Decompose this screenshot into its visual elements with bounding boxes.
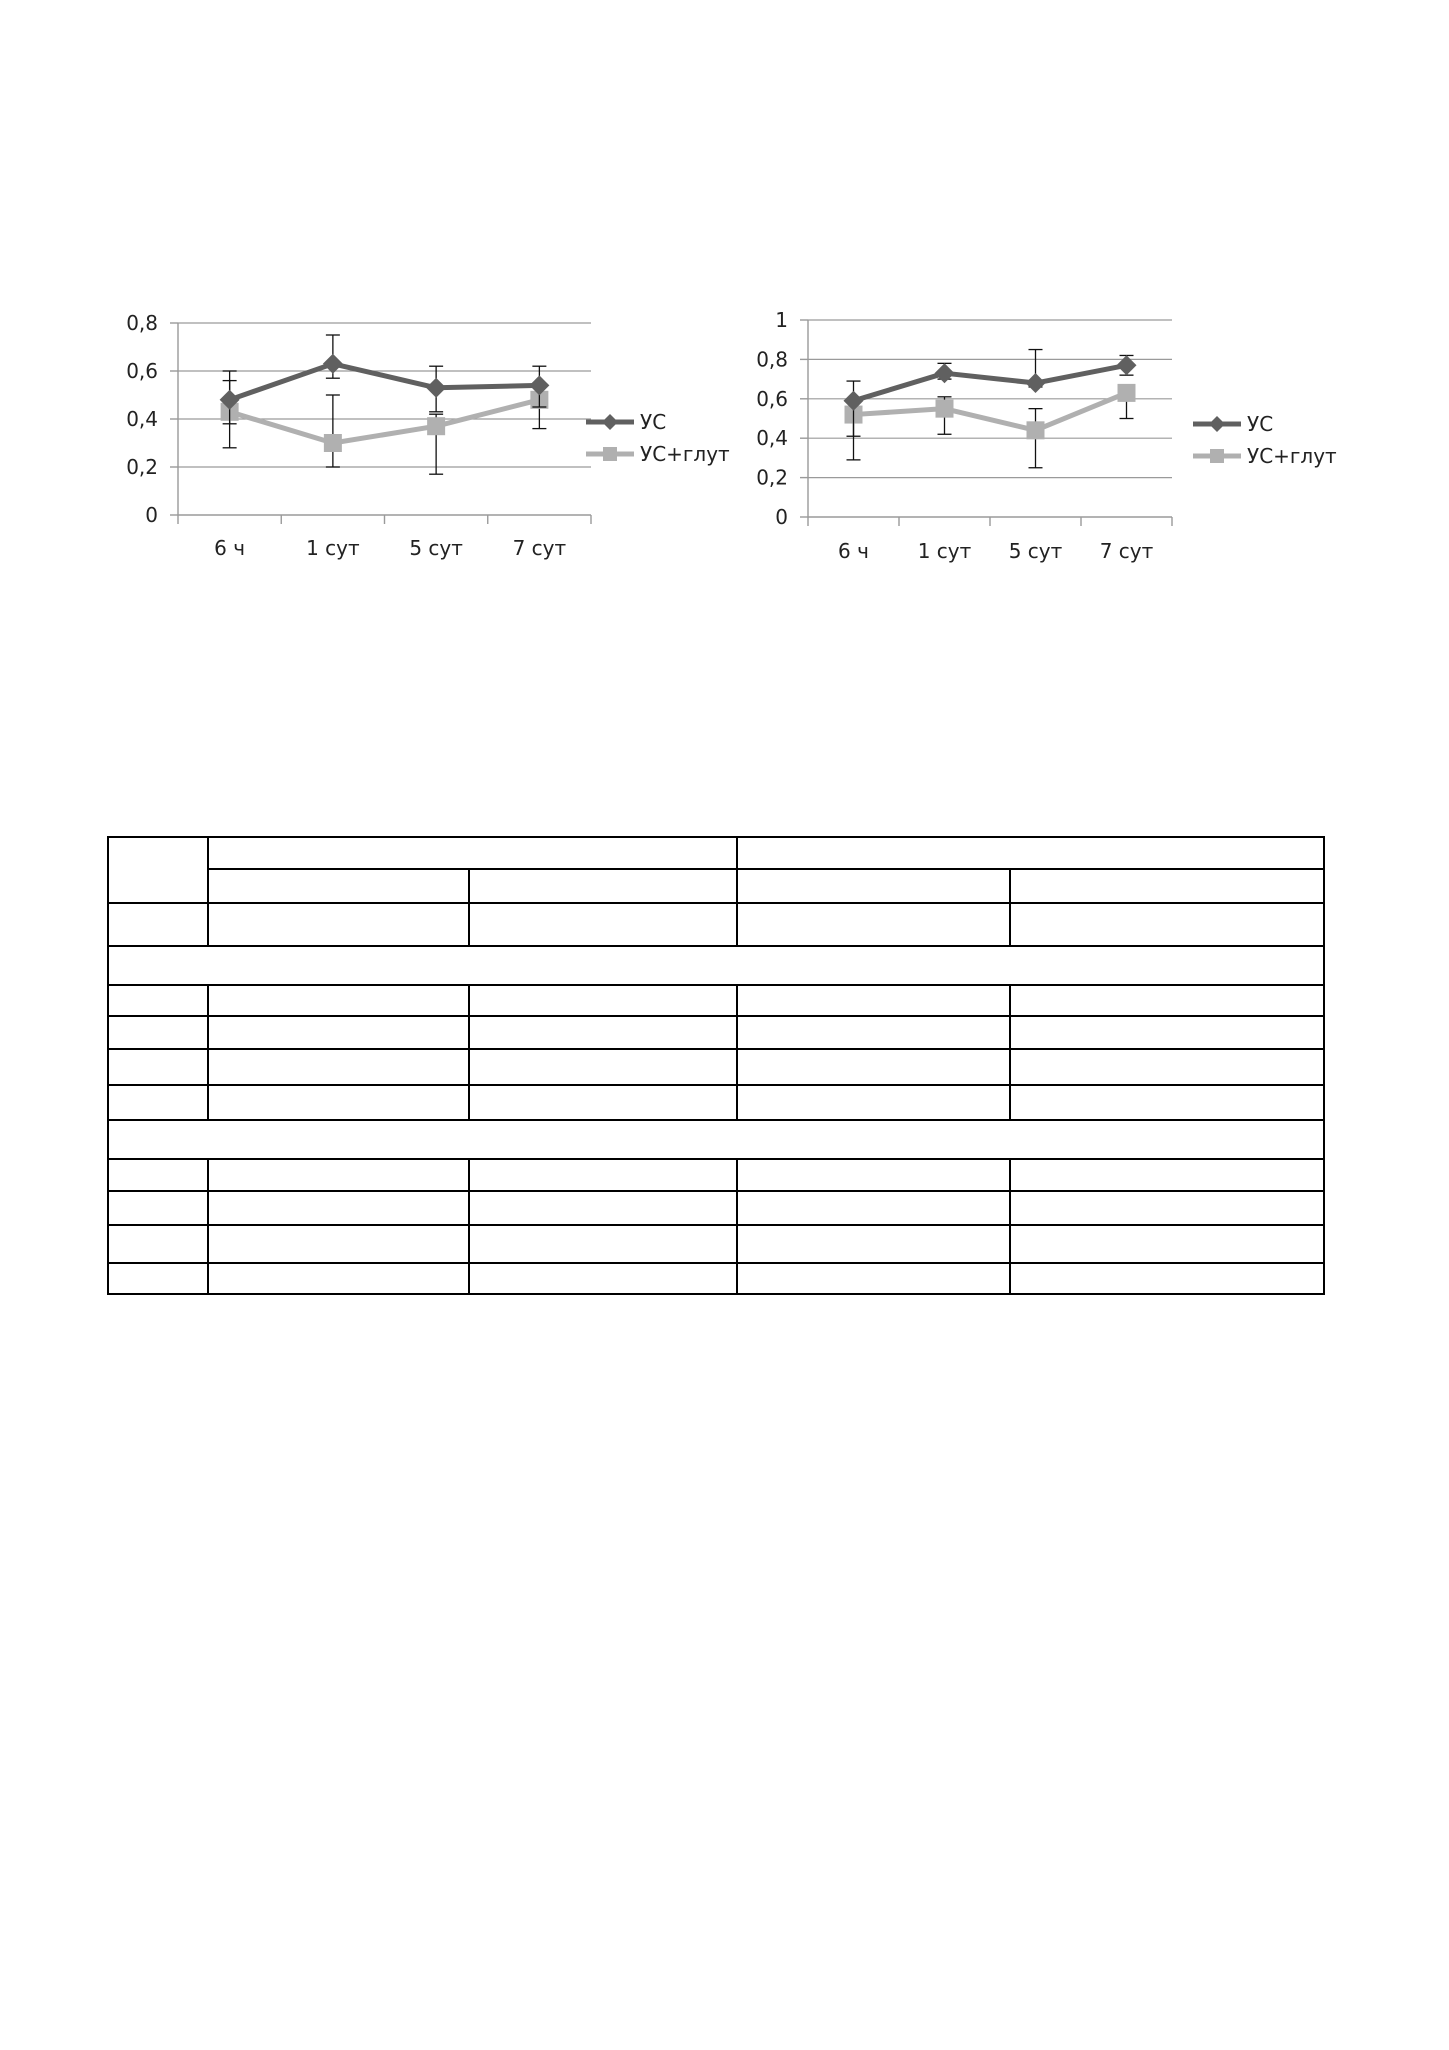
table-cell [737,1085,1010,1120]
table-row [108,1085,1324,1120]
x-tick-label: 1 сут [306,536,360,560]
table-cell [1010,1159,1324,1191]
table-cell [737,1191,1010,1225]
table-cell [469,985,737,1016]
table-section-row [108,946,1324,985]
table-cell [108,1016,208,1049]
legend-item [1193,412,1273,436]
x-tick-label: 5 сут [1008,539,1063,563]
y-tick-label: 0,8 [126,311,158,335]
x-tick-label: 7 сут [512,536,567,560]
table-row [108,869,1324,903]
table-row [108,1049,1324,1085]
table-cell [737,1159,1010,1191]
table-cell [208,837,737,869]
error-bar [326,395,340,467]
data-point-us-glut [1118,384,1136,402]
legend-square-icon [1210,449,1224,463]
y-tick-label: 0,8 [756,347,788,372]
table-row [108,1016,1324,1049]
table-cell [737,1049,1010,1085]
y-tick-label: 0,2 [756,465,788,490]
table-row [108,1159,1324,1191]
data-point-us-glut [936,400,954,418]
table-cell [1010,1049,1324,1085]
y-tick-label: 0,2 [126,455,158,479]
table-cell [208,1049,469,1085]
legend-diamond-icon [1209,416,1225,432]
table-cell [737,1263,1010,1294]
legend-square-icon [603,447,617,461]
data-point-us [935,363,955,383]
x-tick-label: 1 сут [917,539,972,563]
table-cell [737,985,1010,1016]
legend-item [586,442,730,466]
data-point-us-glut [324,434,342,452]
legend-item [586,410,666,434]
table-cell [208,1225,469,1263]
table-cell [737,837,1324,869]
data-point-us-glut [1027,421,1045,439]
table-cell [469,1191,737,1225]
y-tick-label: 0,4 [126,407,158,431]
table-cell [108,1085,208,1120]
table-cell [1010,1085,1324,1120]
table-cell [108,1263,208,1294]
table-cell [108,1049,208,1085]
table-cell [208,1085,469,1120]
series-line-us [230,364,540,400]
table-cell [208,985,469,1016]
table-row [108,837,1324,869]
table-cell [1010,903,1324,946]
table-cell [208,1159,469,1191]
x-tick-label: 7 сут [1099,539,1154,563]
data-point-us-glut [427,417,445,435]
legend-label: УС [640,410,667,434]
table-cell [469,903,737,946]
table-row [108,1191,1324,1225]
table-cell [737,1225,1010,1263]
legend-diamond-icon [602,414,618,430]
table-cell [469,1016,737,1049]
legend-label: УС+глут [640,442,730,466]
empty-data-table [107,836,1325,1295]
table-cell [1010,1016,1324,1049]
table-row [108,1263,1324,1294]
table-cell [1010,1263,1324,1294]
table-cell [208,1191,469,1225]
y-tick-label: 0,6 [126,359,158,383]
data-point-us [1026,373,1046,393]
table-cell [208,1016,469,1049]
y-tick-label: 0,6 [756,386,788,411]
chart-right [756,308,1337,563]
y-tick-label: 1 [775,308,788,332]
table-cell [208,869,469,903]
table-cell [469,869,737,903]
y-tick-label: 0 [145,503,158,527]
charts-canvas [0,0,1449,800]
table-cell [108,1191,208,1225]
table-cell [108,903,208,946]
data-point-us [426,378,446,398]
legend-item [1193,444,1337,468]
table-cell [108,1159,208,1191]
table-cell [469,1159,737,1191]
table-cell [208,1263,469,1294]
table-cell [469,1085,737,1120]
table-cell [108,1225,208,1263]
table-section-row [108,1120,1324,1159]
chart-left [126,311,730,560]
table-row [108,985,1324,1016]
table-cell [108,946,1324,985]
legend-label: УС [1247,412,1274,436]
table-cell [208,903,469,946]
series-line-us-glut [230,400,540,443]
table-cell [108,837,208,903]
table-cell [1010,869,1324,903]
table-cell [469,1049,737,1085]
table-cell [469,1225,737,1263]
table-cell [108,985,208,1016]
table-row [108,903,1324,946]
table-cell [1010,1225,1324,1263]
table-cell [1010,1191,1324,1225]
table-cell [469,1263,737,1294]
table-cell [108,1120,1324,1159]
x-tick-label: 6 ч [838,539,869,563]
x-tick-label: 5 сут [409,536,463,560]
x-tick-label: 6 ч [214,536,246,560]
y-tick-label: 0 [775,505,788,529]
table-cell [1010,985,1324,1016]
data-point-us [1117,355,1137,375]
table-cell [737,869,1010,903]
legend-label: УС+глут [1247,444,1337,468]
table-row [108,1225,1324,1263]
y-tick-label: 0,4 [756,426,788,451]
table-cell [737,1016,1010,1049]
series-line-us [854,365,1127,400]
table-cell [737,903,1010,946]
